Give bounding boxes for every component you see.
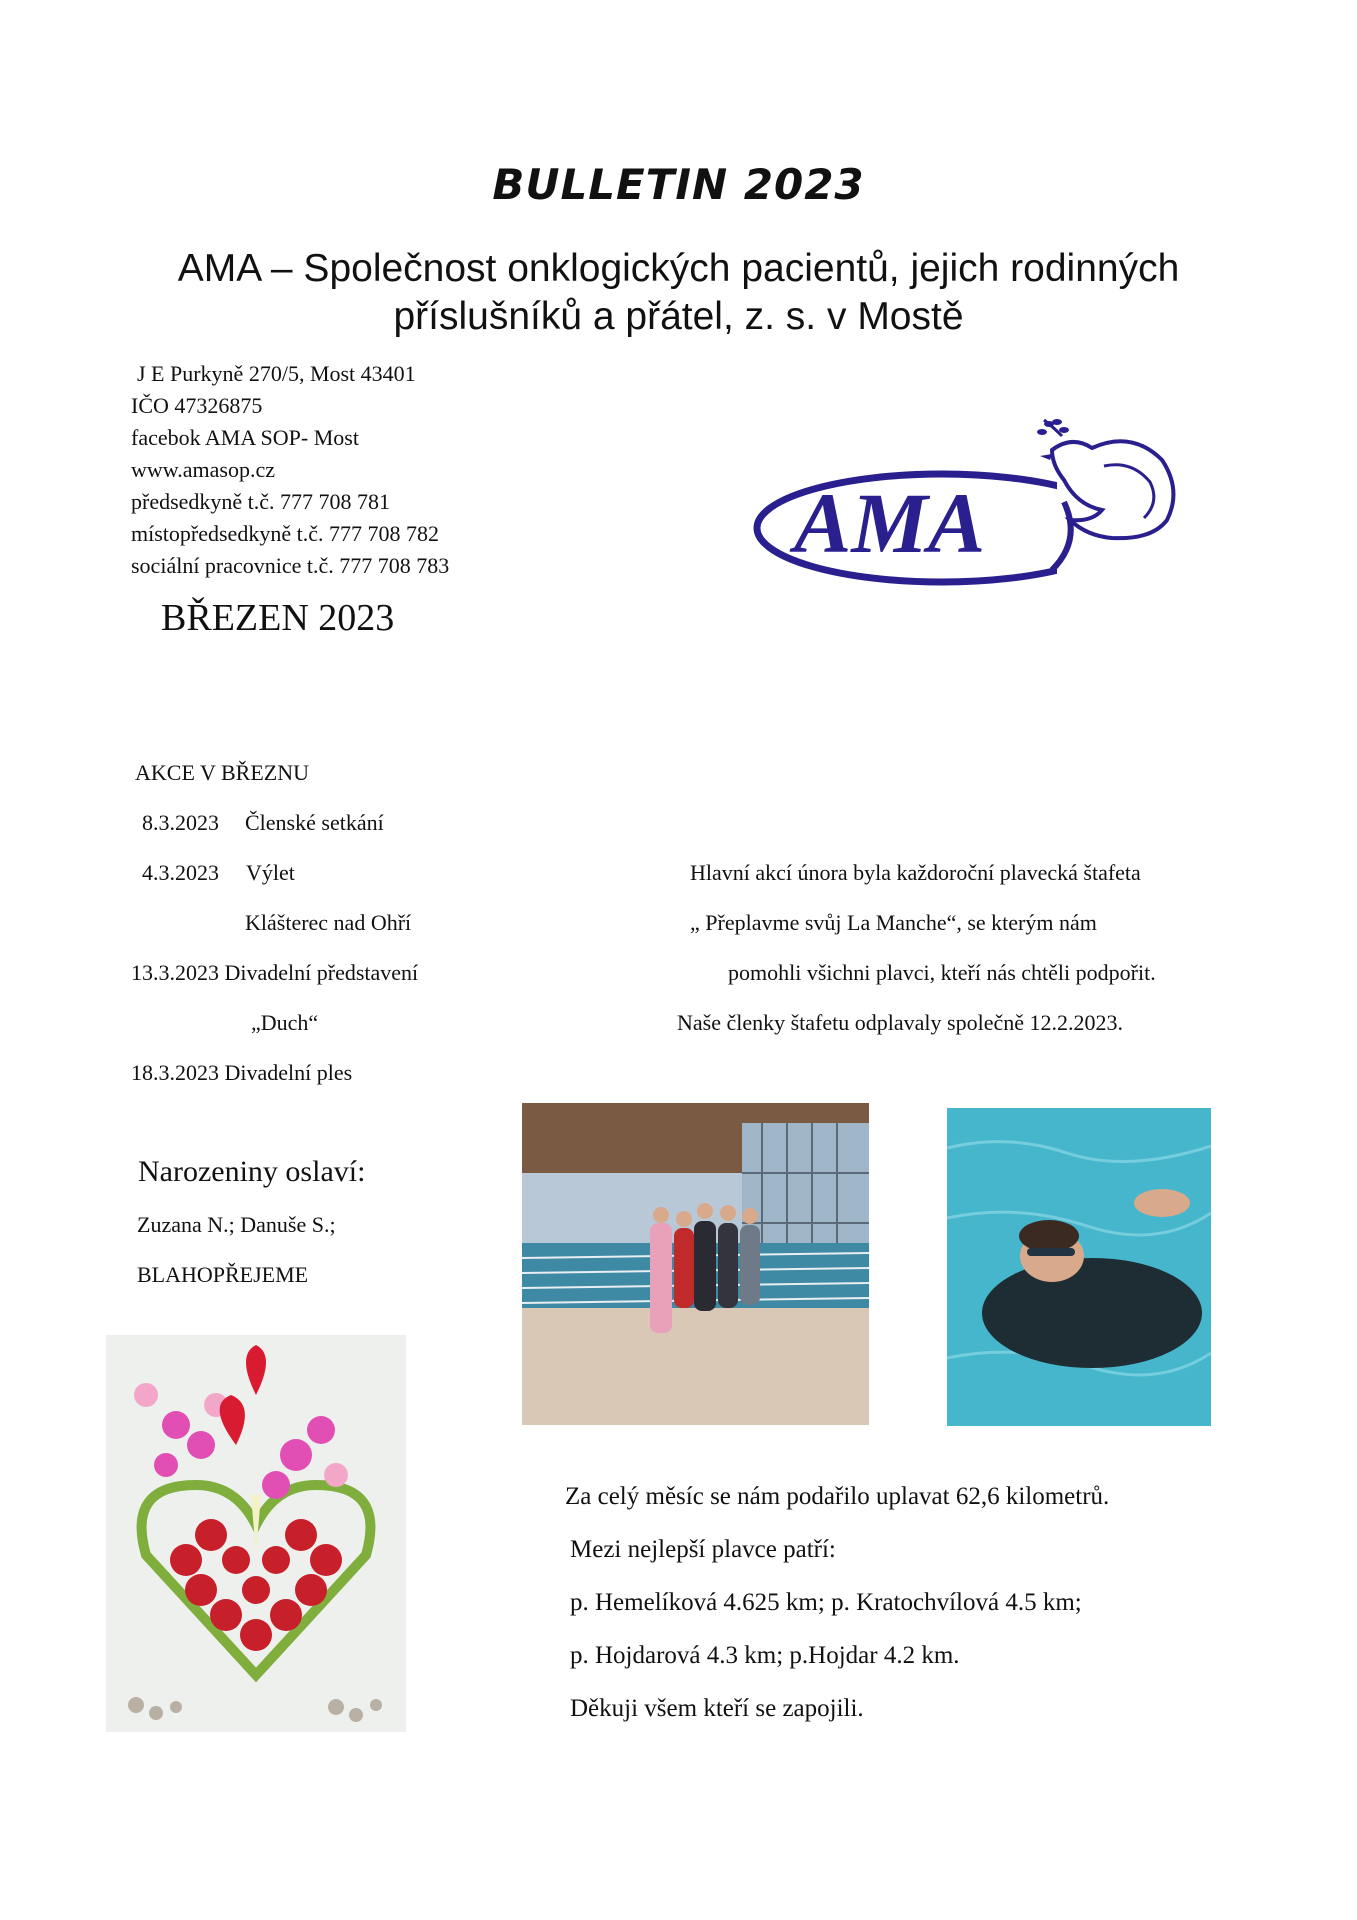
flower-heart-photo (106, 1335, 406, 1732)
stats-line: Děkuji všem kteří se zapojili. (570, 1695, 864, 1722)
event-title: „Duch“ (251, 1010, 319, 1035)
events-heading: AKCE V BŘEZNU (135, 760, 309, 785)
contact-address: J E Purkyně 270/5, Most 43401 (137, 361, 416, 386)
contact-facebook: facebok AMA SOP- Most (131, 425, 359, 450)
contact-chair: předsedkyně t.č. 777 708 781 (131, 489, 391, 514)
event-place: Klášterec nad Ohří (245, 910, 412, 935)
birthday-heading: Narozeniny oslaví: (138, 1155, 366, 1188)
birthday-names: Zuzana N.; Danuše S.; (137, 1212, 336, 1237)
contact-ico: IČO 47326875 (131, 393, 263, 418)
contact-social-worker: sociální pracovnice t.č. 777 708 783 (131, 553, 450, 578)
relay-text-line: pomohli všichni plavci, kteří nás chtěli podpořit. (728, 960, 1156, 985)
relay-text-line: Naše členky štafetu odplavaly společně 12.2.2023. (677, 1010, 1123, 1035)
contact-block (131, 358, 449, 582)
relay-text-line: „ Přeplavme svůj La Manche“, se kterým nám (690, 910, 1097, 935)
logo-text: AMA (794, 475, 986, 571)
month-heading: BŘEZEN 2023 (161, 597, 395, 639)
event-name: Výlet (246, 860, 295, 885)
contact-vice-chair: místopředsedkyně t.č. 777 708 782 (131, 521, 439, 546)
birthday-wish: BLAHOPŘEJEME (137, 1262, 309, 1287)
org-line-2: příslušníků a přátel, z. s. v Mostě (393, 295, 964, 338)
event-line: 13.3.2023 Divadelní představení (131, 960, 419, 985)
bulletin-title: BULLETIN 2023 (492, 160, 865, 209)
pool-group-photo (522, 1103, 869, 1425)
org-line-1: AMA – Společnost onklogických pacientů, jejich rodinných (177, 247, 1180, 290)
ama-logo (752, 410, 1182, 590)
swimmer-photo (947, 1108, 1211, 1426)
stats-line: p. Hemelíková 4.625 km; p. Kratochvílová 4.5 km; (570, 1589, 1082, 1616)
relay-text-line: Hlavní akcí února byla každoroční plavecká štafeta (690, 860, 1141, 885)
stats-line: Za celý měsíc se nám podařilo uplavat 62,6 kilometrů. (565, 1483, 1110, 1510)
contact-web: www.amasop.cz (131, 457, 275, 482)
event-date: 4.3.2023 (142, 860, 219, 885)
stats-line: p. Hojdarová 4.3 km; p.Hojdar 4.2 km. (570, 1642, 960, 1669)
event-date: 8.3.2023 (142, 810, 219, 835)
event-name: Členské setkání (245, 810, 384, 835)
event-line: 18.3.2023 Divadelní ples (131, 1060, 353, 1085)
organization-name (100, 245, 1257, 341)
stats-line: Mezi nejlepší plavce patří: (570, 1536, 836, 1563)
dove-icon (752, 410, 1182, 590)
